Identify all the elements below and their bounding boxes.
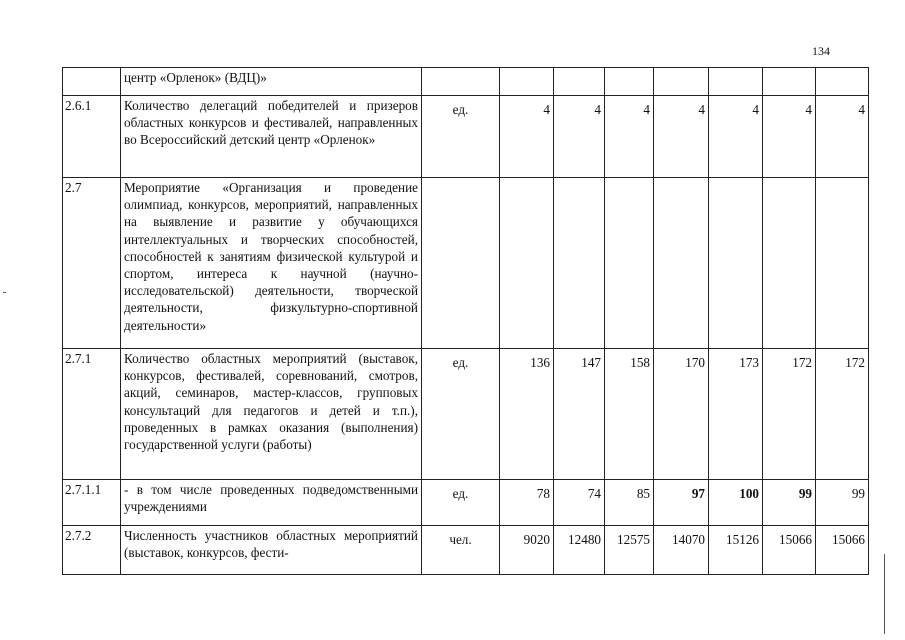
row-value: 4 [709, 96, 763, 178]
row-unit: ед. [422, 480, 500, 526]
row-value: 15066 [816, 526, 869, 575]
table-row [63, 349, 869, 480]
row-value: 4 [763, 96, 816, 178]
row-value: 99 [816, 480, 869, 526]
row-value: 4 [654, 96, 709, 178]
row-value [605, 178, 654, 349]
row-unit: чел. [422, 526, 500, 575]
row-value: 4 [816, 96, 869, 178]
page-number: 134 [812, 44, 830, 58]
row-code: 2.7.1.1 [63, 480, 121, 526]
scan-mark-right [884, 554, 885, 634]
row-value: 9020 [500, 526, 554, 575]
row-value: 170 [654, 349, 709, 480]
row-value [709, 68, 763, 96]
row-unit [422, 68, 500, 96]
row-value [605, 68, 654, 96]
row-value [763, 68, 816, 96]
row-value: 147 [554, 349, 605, 480]
row-value: 14070 [654, 526, 709, 575]
table-row [63, 526, 869, 575]
row-value: 136 [500, 349, 554, 480]
row-value [500, 68, 554, 96]
row-value [763, 178, 816, 349]
row-value: 4 [500, 96, 554, 178]
row-value [654, 178, 709, 349]
row-value: 158 [605, 349, 654, 480]
row-value [654, 68, 709, 96]
row-value: 99 [763, 480, 816, 526]
row-value: 15066 [763, 526, 816, 575]
row-code [63, 68, 121, 96]
row-unit: ед. [422, 96, 500, 178]
row-value: 100 [709, 480, 763, 526]
row-value: 97 [654, 480, 709, 526]
table-row [63, 68, 869, 96]
row-value [554, 178, 605, 349]
row-value [554, 68, 605, 96]
row-value [709, 178, 763, 349]
indicators-table [62, 67, 869, 575]
row-value [816, 68, 869, 96]
row-description: Количество делегаций победителей и призеров областных конкурсов и фестивалей, направленных во Всероссийский детский центр «Орленок» [121, 96, 422, 178]
row-unit [422, 178, 500, 349]
row-description: - в том числе проведенных подведомственными учреждениями [121, 480, 422, 526]
table-row [63, 480, 869, 526]
row-value: 173 [709, 349, 763, 480]
row-description: Численность участников областных мероприятий (выставок, конкурсов, фести- [121, 526, 422, 575]
row-code: 2.7 [63, 178, 121, 349]
row-description: центр «Орленок» (ВДЦ)» [121, 68, 422, 96]
row-value: 12480 [554, 526, 605, 575]
row-code: 2.7.2 [63, 526, 121, 575]
row-value: 78 [500, 480, 554, 526]
row-unit: ед. [422, 349, 500, 480]
row-code: 2.7.1 [63, 349, 121, 480]
table-row [63, 96, 869, 178]
row-value: 12575 [605, 526, 654, 575]
row-value [816, 178, 869, 349]
row-value: 4 [605, 96, 654, 178]
row-description: Количество областных мероприятий (выставок, конкурсов, фестивалей, соревнований, смотров, акций, семинаров, мастер-классов, групповых консультаций для педагогов и детей и т.п.), проведенных в рамках оказания (выполнения) государственной услуги (работы) [121, 349, 422, 480]
row-value: 4 [554, 96, 605, 178]
row-value: 74 [554, 480, 605, 526]
row-value [500, 178, 554, 349]
row-value: 172 [763, 349, 816, 480]
scan-mark-left [3, 292, 6, 293]
row-description: Мероприятие «Организация и проведение олимпиад, конкурсов, мероприятий, направленных на выявление и развитие у обучающихся интеллектуальных и творческих способностей, способностей к занятиям физической культурой и спортом, интереса к научной (научно-исследовательской) деятельности, творческой деятельности, физкультурно-спортивной деятельности» [121, 178, 422, 349]
row-value: 172 [816, 349, 869, 480]
row-code: 2.6.1 [63, 96, 121, 178]
row-value: 15126 [709, 526, 763, 575]
table-row [63, 178, 869, 349]
row-value: 85 [605, 480, 654, 526]
